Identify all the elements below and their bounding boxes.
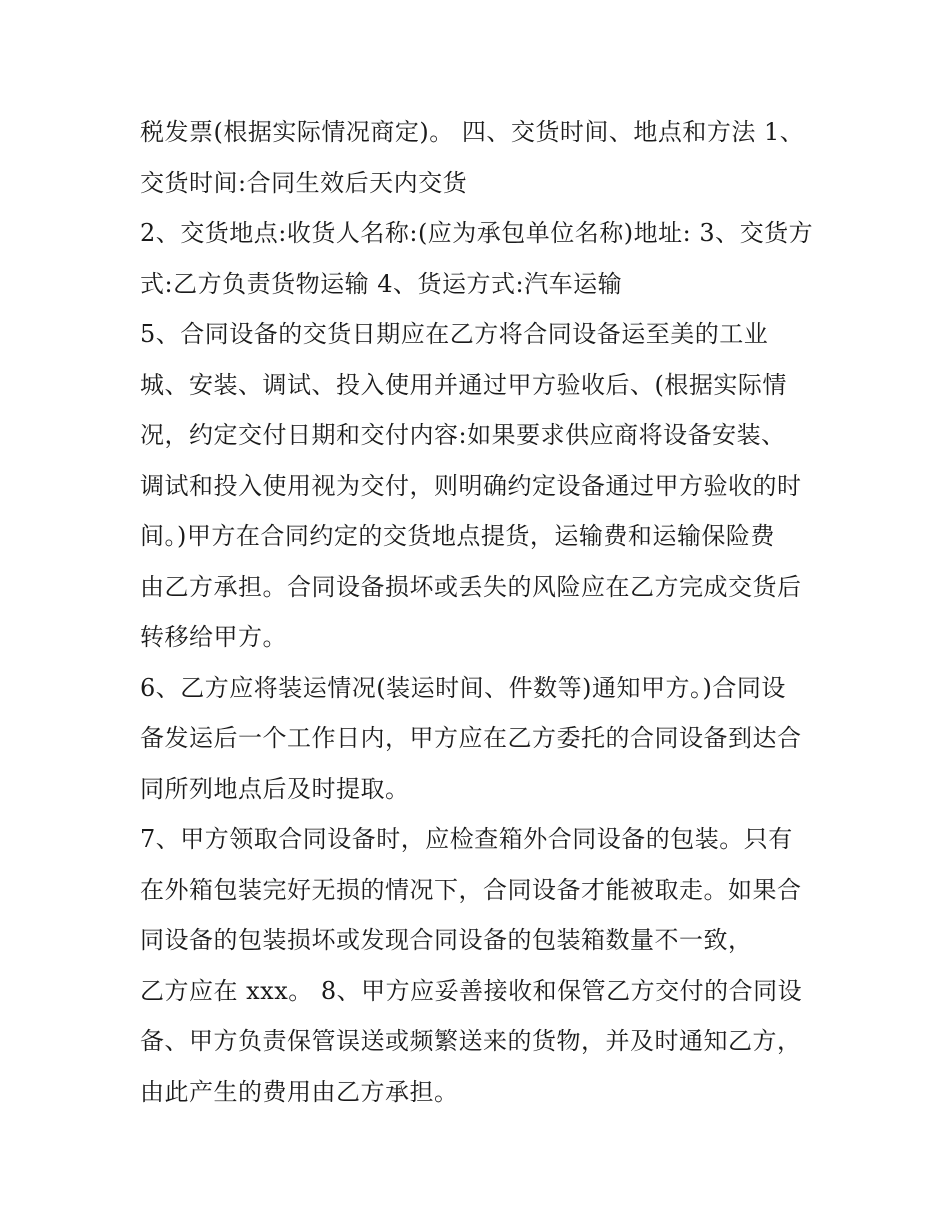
text-line: 在外箱包装完好无损的情况下，合同设备才能被取走。如果合 [140, 875, 802, 904]
text-line: 由乙方承担。合同设备损坏或丢失的风险应在乙方完成交货后 [140, 572, 802, 601]
text-line: 间。)甲方在合同约定的交货地点提货，运输费和运输保险费 [140, 522, 775, 550]
text-line: 备、甲方负责保管误送或频繁送来的货物，并及时通知乙方， [140, 1027, 802, 1055]
text-line: 6、乙方应将装运情况(装运时间、件数等)通知甲方。)合同设 [140, 673, 786, 702]
text-line: 调试和投入使用视为交付，则明确约定设备通过甲方验收的时 [140, 471, 802, 500]
text-line: 同设备的包装损坏或发现合同设备的包装箱数量不一致， [140, 926, 753, 954]
text-line: 7、甲方领取合同设备时，应检查箱外合同设备的包装。只有 [140, 825, 793, 853]
text-line: 乙方应在 xxx。 8、甲方应妥善接收和保管乙方交付的合同设 [140, 976, 803, 1005]
text-line: 况，约定交付日期和交付内容:如果要求供应商将设备安装、 [140, 421, 786, 449]
text-line: 交货时间:合同生效后天内交货 [140, 168, 468, 197]
text-line: 式:乙方负责货物运输 4、货运方式:汽车运输 [140, 269, 623, 298]
text-line: 2、交货地点:收货人名称:(应为承包单位名称)地址: 3、交货方 [140, 219, 814, 247]
text-line: 由此产生的费用由乙方承担。 [140, 1077, 459, 1106]
text-line: 5、合同设备的交货日期应在乙方将合同设备运至美的工业 [140, 320, 769, 348]
text-line: 转移给甲方。 [140, 623, 287, 651]
text-line: 同所列地点后及时提取。 [140, 774, 410, 803]
document-body [140, 107, 830, 1117]
text-line: 备发运后一个工作日内，甲方应在乙方委托的合同设备到达合 [140, 724, 802, 752]
text-line: 税发票(根据实际情况商定)。 四、交货时间、地点和方法 1、 [140, 118, 805, 146]
text-line: 城、安装、调试、投入使用并通过甲方验收后、(根据实际情 [140, 370, 787, 399]
